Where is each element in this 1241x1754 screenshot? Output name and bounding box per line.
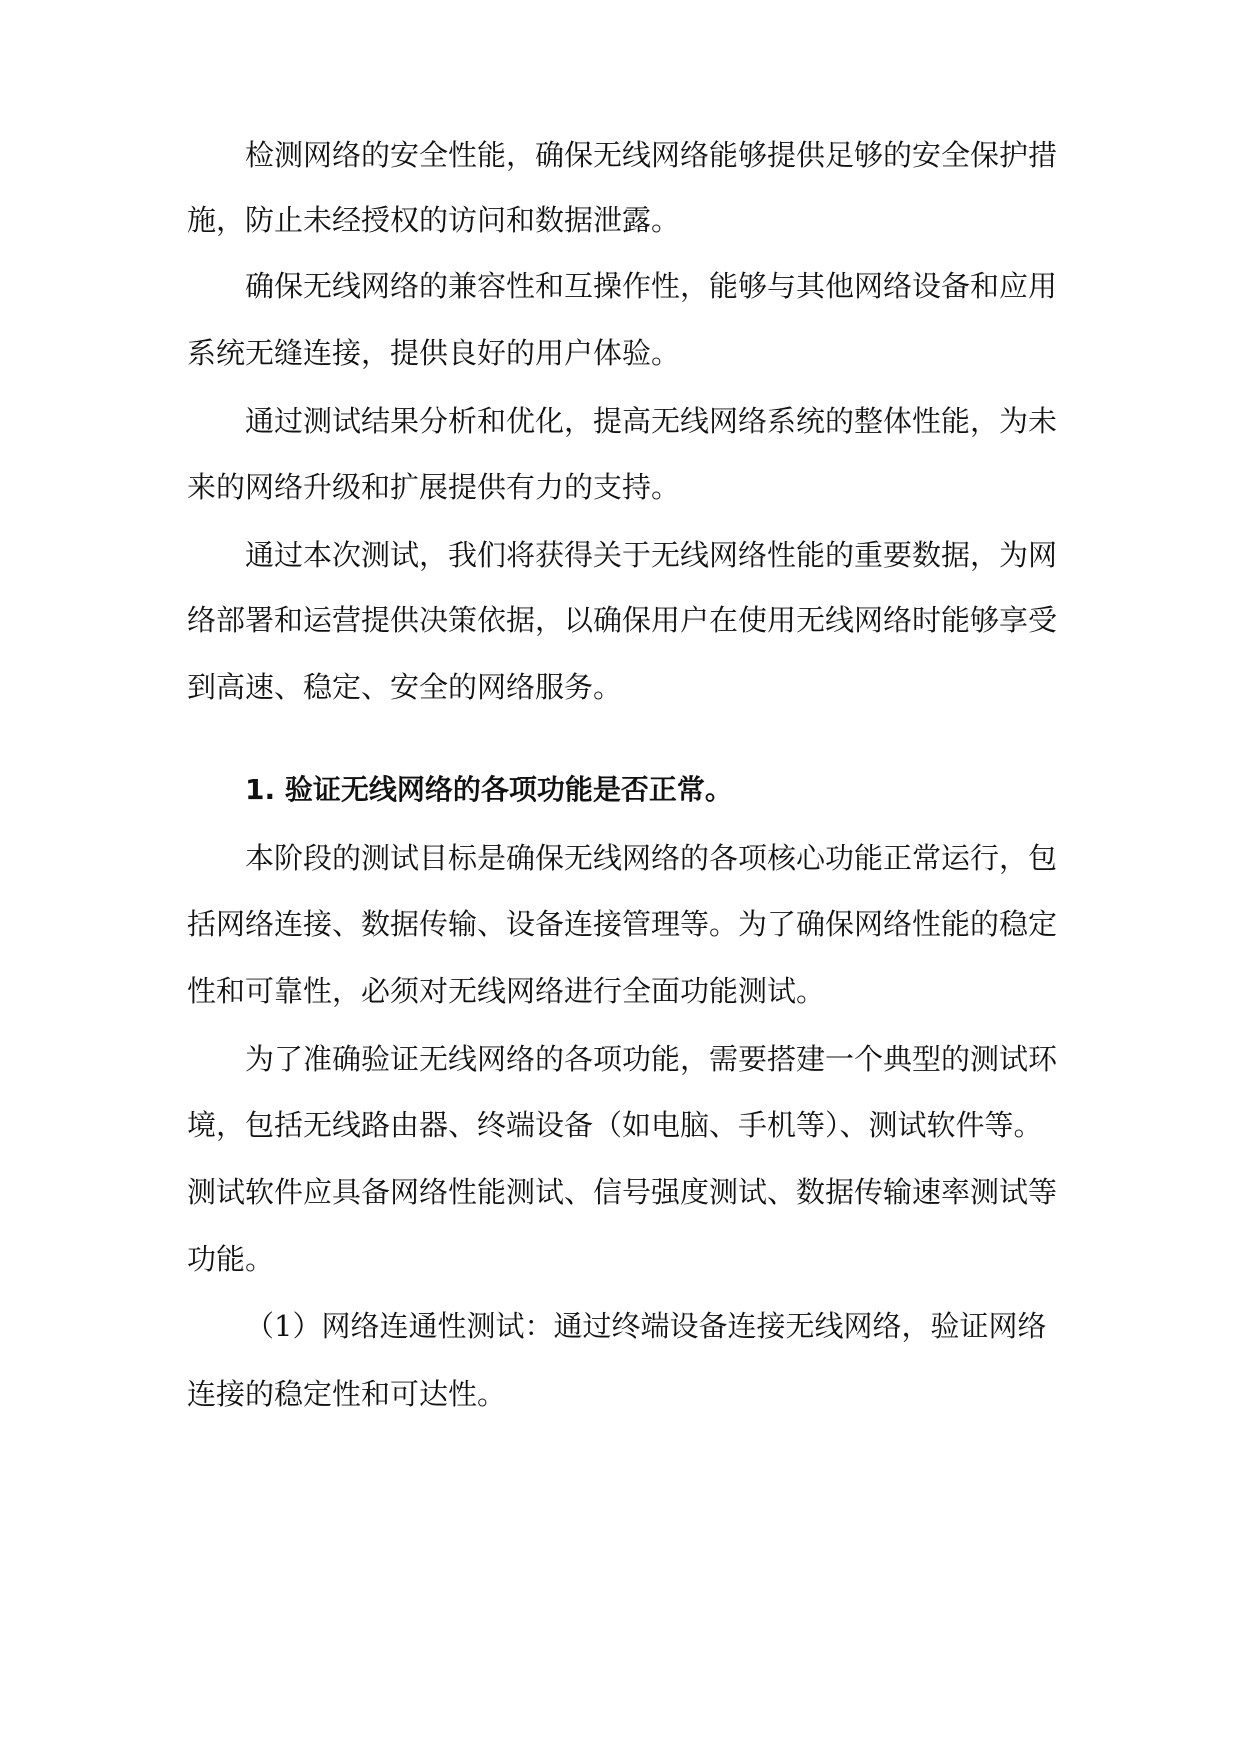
section-paragraph-1-line-3: 性和可靠性，必须对无线网络进行全面功能测试。: [187, 974, 826, 1008]
section-paragraph-2-line-3: 测试软件应具备网络性能测试、信号强度测试、数据传输速率测试等: [187, 1175, 1058, 1209]
section-paragraph-3-line-1: （1）网络连通性测试：通过终端设备连接无线网络，验证网络: [245, 1309, 1047, 1343]
paragraph-3-line-2: 来的网络升级和扩展提供有力的支持。: [187, 470, 681, 504]
section-paragraph-2-line-2: 境，包括无线路由器、终端设备（如电脑、手机等）、测试软件等。: [187, 1108, 1043, 1142]
section-paragraph-3-line-2: 连接的稳定性和可达性。: [187, 1377, 507, 1411]
paragraph-4-line-2: 络部署和运营提供决策依据，以确保用户在使用无线网络时能够享受: [187, 603, 1058, 637]
paragraph-2-line-1: 确保无线网络的兼容性和互操作性，能够与其他网络设备和应用: [245, 269, 1058, 303]
section-paragraph-1-line-2: 括网络连接、数据传输、设备连接管理等。为了确保网络性能的稳定: [187, 907, 1058, 941]
section-paragraph-2-line-1: 为了准确验证无线网络的各项功能，需要搭建一个典型的测试环: [245, 1042, 1058, 1076]
section-paragraph-1-line-1: 本阶段的测试目标是确保无线网络的各项核心功能正常运行，包: [245, 841, 1058, 875]
paragraph-1-line-1: 检测网络的安全性能，确保无线网络能够提供足够的安全保护措: [245, 138, 1058, 172]
paragraph-2-line-2: 系统无缝连接，提供良好的用户体验。: [187, 336, 681, 370]
paragraph-4-line-3: 到高速、稳定、安全的网络服务。: [187, 670, 623, 704]
section-heading: 1. 验证无线网络的各项功能是否正常。: [245, 773, 733, 806]
section-paragraph-2-line-4: 功能。: [187, 1242, 275, 1276]
paragraph-1-line-2: 施，防止未经授权的访问和数据泄露。: [187, 203, 681, 237]
paragraph-3-line-1: 通过测试结果分析和优化，提高无线网络系统的整体性能，为未: [245, 404, 1058, 438]
paragraph-4-line-1: 通过本次测试，我们将获得关于无线网络性能的重要数据，为网: [245, 538, 1058, 572]
